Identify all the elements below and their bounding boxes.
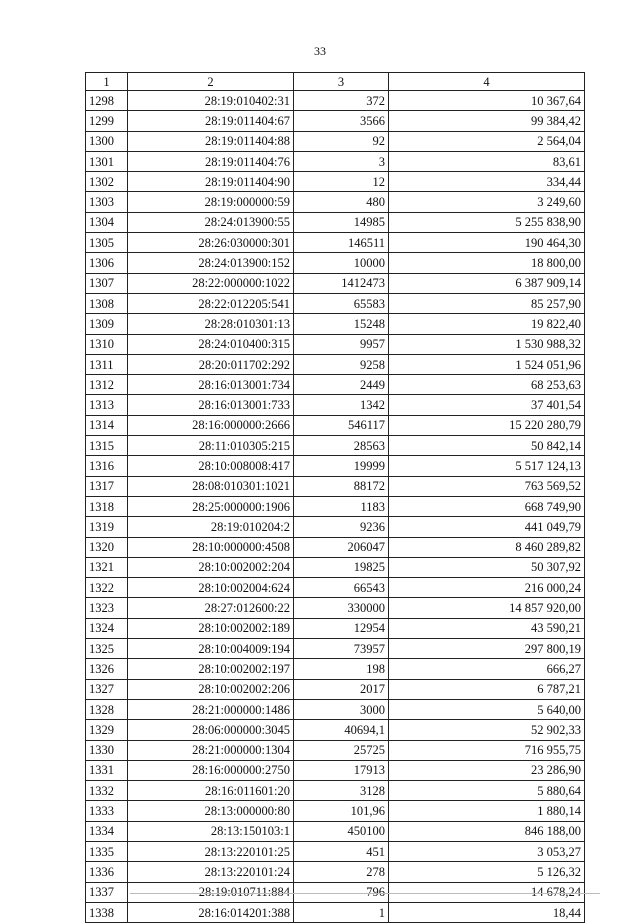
row-number-cell: 1312 [86, 375, 128, 395]
area-cell: 66543 [294, 578, 389, 598]
area-cell: 198 [294, 659, 389, 679]
cadastral-number-cell: 28:16:013001:734 [128, 375, 294, 395]
row-number-cell: 1337 [86, 882, 128, 902]
column-header-2: 2 [128, 73, 294, 91]
row-number-cell: 1323 [86, 598, 128, 618]
table-row [86, 781, 585, 801]
cadastral-value-cell: 846 188,00 [389, 821, 585, 841]
table-row [86, 720, 585, 740]
cadastral-value-cell: 668 749,90 [389, 496, 585, 516]
cadastral-number-cell: 28:24:013900:55 [128, 212, 294, 232]
table-row [86, 172, 585, 192]
cadastral-value-cell: 14 857 920,00 [389, 598, 585, 618]
table-row [86, 253, 585, 273]
table-row [86, 233, 585, 253]
area-cell: 28563 [294, 436, 389, 456]
table-row [86, 740, 585, 760]
cadastral-number-cell: 28:19:010204:2 [128, 517, 294, 537]
area-cell: 3 [294, 151, 389, 171]
table-row [86, 111, 585, 131]
area-cell: 9957 [294, 334, 389, 354]
table-row [86, 456, 585, 476]
cadastral-number-cell: 28:16:000000:2750 [128, 760, 294, 780]
area-cell: 40694,1 [294, 720, 389, 740]
table-row [86, 212, 585, 232]
table-header-row [86, 73, 585, 91]
cadastral-number-cell: 28:10:002002:197 [128, 659, 294, 679]
area-cell: 480 [294, 192, 389, 212]
table-row [86, 273, 585, 293]
area-cell: 1183 [294, 496, 389, 516]
cadastral-value-cell: 5 255 838,90 [389, 212, 585, 232]
cadastral-number-cell: 28:10:002002:206 [128, 679, 294, 699]
area-cell: 546117 [294, 415, 389, 435]
cadastral-number-cell: 28:27:012600:22 [128, 598, 294, 618]
row-number-cell: 1316 [86, 456, 128, 476]
cadastral-number-cell: 28:10:002004:624 [128, 578, 294, 598]
cadastral-number-cell: 28:22:000000:1022 [128, 273, 294, 293]
cadastral-value-cell: 52 902,33 [389, 720, 585, 740]
cadastral-number-cell: 28:10:002002:189 [128, 618, 294, 638]
page-number: 33 [314, 44, 326, 58]
row-number-cell: 1299 [86, 111, 128, 131]
row-number-cell: 1336 [86, 862, 128, 882]
row-number-cell: 1301 [86, 151, 128, 171]
cadastral-value-cell: 68 253,63 [389, 375, 585, 395]
area-cell: 73957 [294, 639, 389, 659]
table-row [86, 293, 585, 313]
cadastral-value-cell: 2 564,04 [389, 131, 585, 151]
row-number-cell: 1319 [86, 517, 128, 537]
table-row [86, 801, 585, 821]
cadastral-number-cell: 28:13:000000:80 [128, 801, 294, 821]
area-cell: 92 [294, 131, 389, 151]
table-row [86, 151, 585, 171]
row-number-cell: 1328 [86, 699, 128, 719]
cadastral-value-cell: 50 842,14 [389, 436, 585, 456]
cadastral-value-cell: 23 286,90 [389, 760, 585, 780]
area-cell: 88172 [294, 476, 389, 496]
cadastral-value-cell: 1 524 051,96 [389, 354, 585, 374]
table-row [86, 537, 585, 557]
table-row [86, 598, 585, 618]
row-number-cell: 1322 [86, 578, 128, 598]
row-number-cell: 1327 [86, 679, 128, 699]
area-cell: 12954 [294, 618, 389, 638]
table-row [86, 659, 585, 679]
row-number-cell: 1304 [86, 212, 128, 232]
area-cell: 3128 [294, 781, 389, 801]
cadastral-value-cell: 5 517 124,13 [389, 456, 585, 476]
cadastral-value-cell: 19 822,40 [389, 314, 585, 334]
table-body [86, 91, 585, 923]
column-header-3: 3 [294, 73, 389, 91]
cadastral-value-cell: 441 049,79 [389, 517, 585, 537]
cadastral-number-cell: 28:10:002002:204 [128, 557, 294, 577]
column-header-1: 1 [86, 73, 128, 91]
area-cell: 12 [294, 172, 389, 192]
cadastral-value-cell: 5 126,32 [389, 862, 585, 882]
row-number-cell: 1314 [86, 415, 128, 435]
table-row [86, 578, 585, 598]
row-number-cell: 1317 [86, 476, 128, 496]
cadastral-number-cell: 28:19:010402:31 [128, 91, 294, 111]
area-cell: 25725 [294, 740, 389, 760]
cadastral-value-cell: 5 880,64 [389, 781, 585, 801]
area-cell: 10000 [294, 253, 389, 273]
table-row [86, 415, 585, 435]
cadastral-number-cell: 28:21:000000:1486 [128, 699, 294, 719]
table-row [86, 375, 585, 395]
row-number-cell: 1311 [86, 354, 128, 374]
cadastral-value-cell: 1 530 988,32 [389, 334, 585, 354]
row-number-cell: 1325 [86, 639, 128, 659]
cadastral-value-cell: 6 787,21 [389, 679, 585, 699]
table-row [86, 699, 585, 719]
cadastral-value-cell: 50 307,92 [389, 557, 585, 577]
cadastral-number-cell: 28:13:150103:1 [128, 821, 294, 841]
scan-edge-line [130, 893, 600, 894]
row-number-cell: 1318 [86, 496, 128, 516]
cadastral-value-cell: 18 800,00 [389, 253, 585, 273]
table-row [86, 517, 585, 537]
area-cell: 17913 [294, 760, 389, 780]
cadastral-value-table [85, 72, 585, 923]
area-cell: 14985 [294, 212, 389, 232]
row-number-cell: 1338 [86, 902, 128, 922]
area-cell: 9258 [294, 354, 389, 374]
cadastral-value-cell: 8 460 289,82 [389, 537, 585, 557]
column-header-4: 4 [389, 73, 585, 91]
table-row [86, 314, 585, 334]
cadastral-value-cell: 99 384,42 [389, 111, 585, 131]
row-number-cell: 1310 [86, 334, 128, 354]
cadastral-number-cell: 28:10:008008:417 [128, 456, 294, 476]
cadastral-number-cell: 28:10:000000:4508 [128, 537, 294, 557]
cadastral-number-cell: 28:16:011601:20 [128, 781, 294, 801]
cadastral-number-cell: 28:22:012205:541 [128, 293, 294, 313]
table-row [86, 679, 585, 699]
cadastral-number-cell: 28:19:000000:59 [128, 192, 294, 212]
area-cell: 146511 [294, 233, 389, 253]
cadastral-number-cell: 28:26:030000:301 [128, 233, 294, 253]
cadastral-number-cell: 28:20:011702:292 [128, 354, 294, 374]
row-number-cell: 1306 [86, 253, 128, 273]
cadastral-value-cell: 297 800,19 [389, 639, 585, 659]
area-cell: 330000 [294, 598, 389, 618]
area-cell: 1342 [294, 395, 389, 415]
area-cell: 372 [294, 91, 389, 111]
cadastral-value-cell: 5 640,00 [389, 699, 585, 719]
cadastral-value-cell: 83,61 [389, 151, 585, 171]
cadastral-number-cell: 28:13:220101:25 [128, 841, 294, 861]
row-number-cell: 1335 [86, 841, 128, 861]
cadastral-value-cell: 37 401,54 [389, 395, 585, 415]
table-row [86, 496, 585, 516]
table-row [86, 436, 585, 456]
table-row [86, 821, 585, 841]
cadastral-value-cell: 1 880,14 [389, 801, 585, 821]
table-row [86, 902, 585, 922]
area-cell: 19999 [294, 456, 389, 476]
area-cell: 206047 [294, 537, 389, 557]
row-number-cell: 1298 [86, 91, 128, 111]
cadastral-number-cell: 28:16:013001:733 [128, 395, 294, 415]
cadastral-value-cell: 6 387 909,14 [389, 273, 585, 293]
row-number-cell: 1300 [86, 131, 128, 151]
cadastral-number-cell: 28:21:000000:1304 [128, 740, 294, 760]
row-number-cell: 1329 [86, 720, 128, 740]
cadastral-number-cell: 28:13:220101:24 [128, 862, 294, 882]
area-cell: 65583 [294, 293, 389, 313]
cadastral-value-cell: 3 053,27 [389, 841, 585, 861]
area-cell: 1412473 [294, 273, 389, 293]
cadastral-value-cell: 190 464,30 [389, 233, 585, 253]
cadastral-number-cell: 28:19:011404:90 [128, 172, 294, 192]
area-cell: 15248 [294, 314, 389, 334]
row-number-cell: 1334 [86, 821, 128, 841]
row-number-cell: 1305 [86, 233, 128, 253]
row-number-cell: 1330 [86, 740, 128, 760]
table-row [86, 131, 585, 151]
area-cell: 3000 [294, 699, 389, 719]
row-number-cell: 1315 [86, 436, 128, 456]
row-number-cell: 1332 [86, 781, 128, 801]
area-cell: 3566 [294, 111, 389, 131]
cadastral-number-cell: 28:06:000000:3045 [128, 720, 294, 740]
table-row [86, 841, 585, 861]
cadastral-number-cell: 28:19:011404:76 [128, 151, 294, 171]
row-number-cell: 1324 [86, 618, 128, 638]
row-number-cell: 1331 [86, 760, 128, 780]
row-number-cell: 1302 [86, 172, 128, 192]
row-number-cell: 1303 [86, 192, 128, 212]
cadastral-value-cell: 763 569,52 [389, 476, 585, 496]
cadastral-value-cell: 666,27 [389, 659, 585, 679]
row-number-cell: 1333 [86, 801, 128, 821]
table-row [86, 354, 585, 374]
cadastral-number-cell: 28:24:013900:152 [128, 253, 294, 273]
area-cell: 2449 [294, 375, 389, 395]
table-row [86, 192, 585, 212]
cadastral-value-cell: 85 257,90 [389, 293, 585, 313]
area-cell: 19825 [294, 557, 389, 577]
table-row [86, 557, 585, 577]
cadastral-value-cell: 334,44 [389, 172, 585, 192]
row-number-cell: 1320 [86, 537, 128, 557]
table-row [86, 476, 585, 496]
table-row [86, 618, 585, 638]
area-cell: 9236 [294, 517, 389, 537]
cadastral-number-cell: 28:28:010301:13 [128, 314, 294, 334]
area-cell: 450100 [294, 821, 389, 841]
cadastral-number-cell: 28:11:010305:215 [128, 436, 294, 456]
cadastral-number-cell: 28:24:010400:315 [128, 334, 294, 354]
area-cell: 101,96 [294, 801, 389, 821]
area-cell: 2017 [294, 679, 389, 699]
cadastral-number-cell: 28:16:014201:388 [128, 902, 294, 922]
row-number-cell: 1326 [86, 659, 128, 679]
cadastral-number-cell: 28:08:010301:1021 [128, 476, 294, 496]
row-number-cell: 1313 [86, 395, 128, 415]
area-cell: 1 [294, 902, 389, 922]
cadastral-number-cell: 28:10:004009:194 [128, 639, 294, 659]
area-cell: 278 [294, 862, 389, 882]
cadastral-value-cell: 216 000,24 [389, 578, 585, 598]
row-number-cell: 1307 [86, 273, 128, 293]
row-number-cell: 1309 [86, 314, 128, 334]
table-row [86, 334, 585, 354]
table-row [86, 395, 585, 415]
table-row [86, 862, 585, 882]
table-row [86, 760, 585, 780]
row-number-cell: 1321 [86, 557, 128, 577]
cadastral-value-cell: 3 249,60 [389, 192, 585, 212]
cadastral-value-cell: 10 367,64 [389, 91, 585, 111]
cadastral-value-cell: 716 955,75 [389, 740, 585, 760]
cadastral-value-cell: 18,44 [389, 902, 585, 922]
cadastral-number-cell: 28:16:000000:2666 [128, 415, 294, 435]
cadastral-number-cell: 28:25:000000:1906 [128, 496, 294, 516]
table-row [86, 91, 585, 111]
table-row [86, 639, 585, 659]
row-number-cell: 1308 [86, 293, 128, 313]
cadastral-number-cell: 28:19:011404:67 [128, 111, 294, 131]
cadastral-value-cell: 15 220 280,79 [389, 415, 585, 435]
cadastral-value-cell: 43 590,21 [389, 618, 585, 638]
cadastral-number-cell: 28:19:011404:88 [128, 131, 294, 151]
area-cell: 451 [294, 841, 389, 861]
